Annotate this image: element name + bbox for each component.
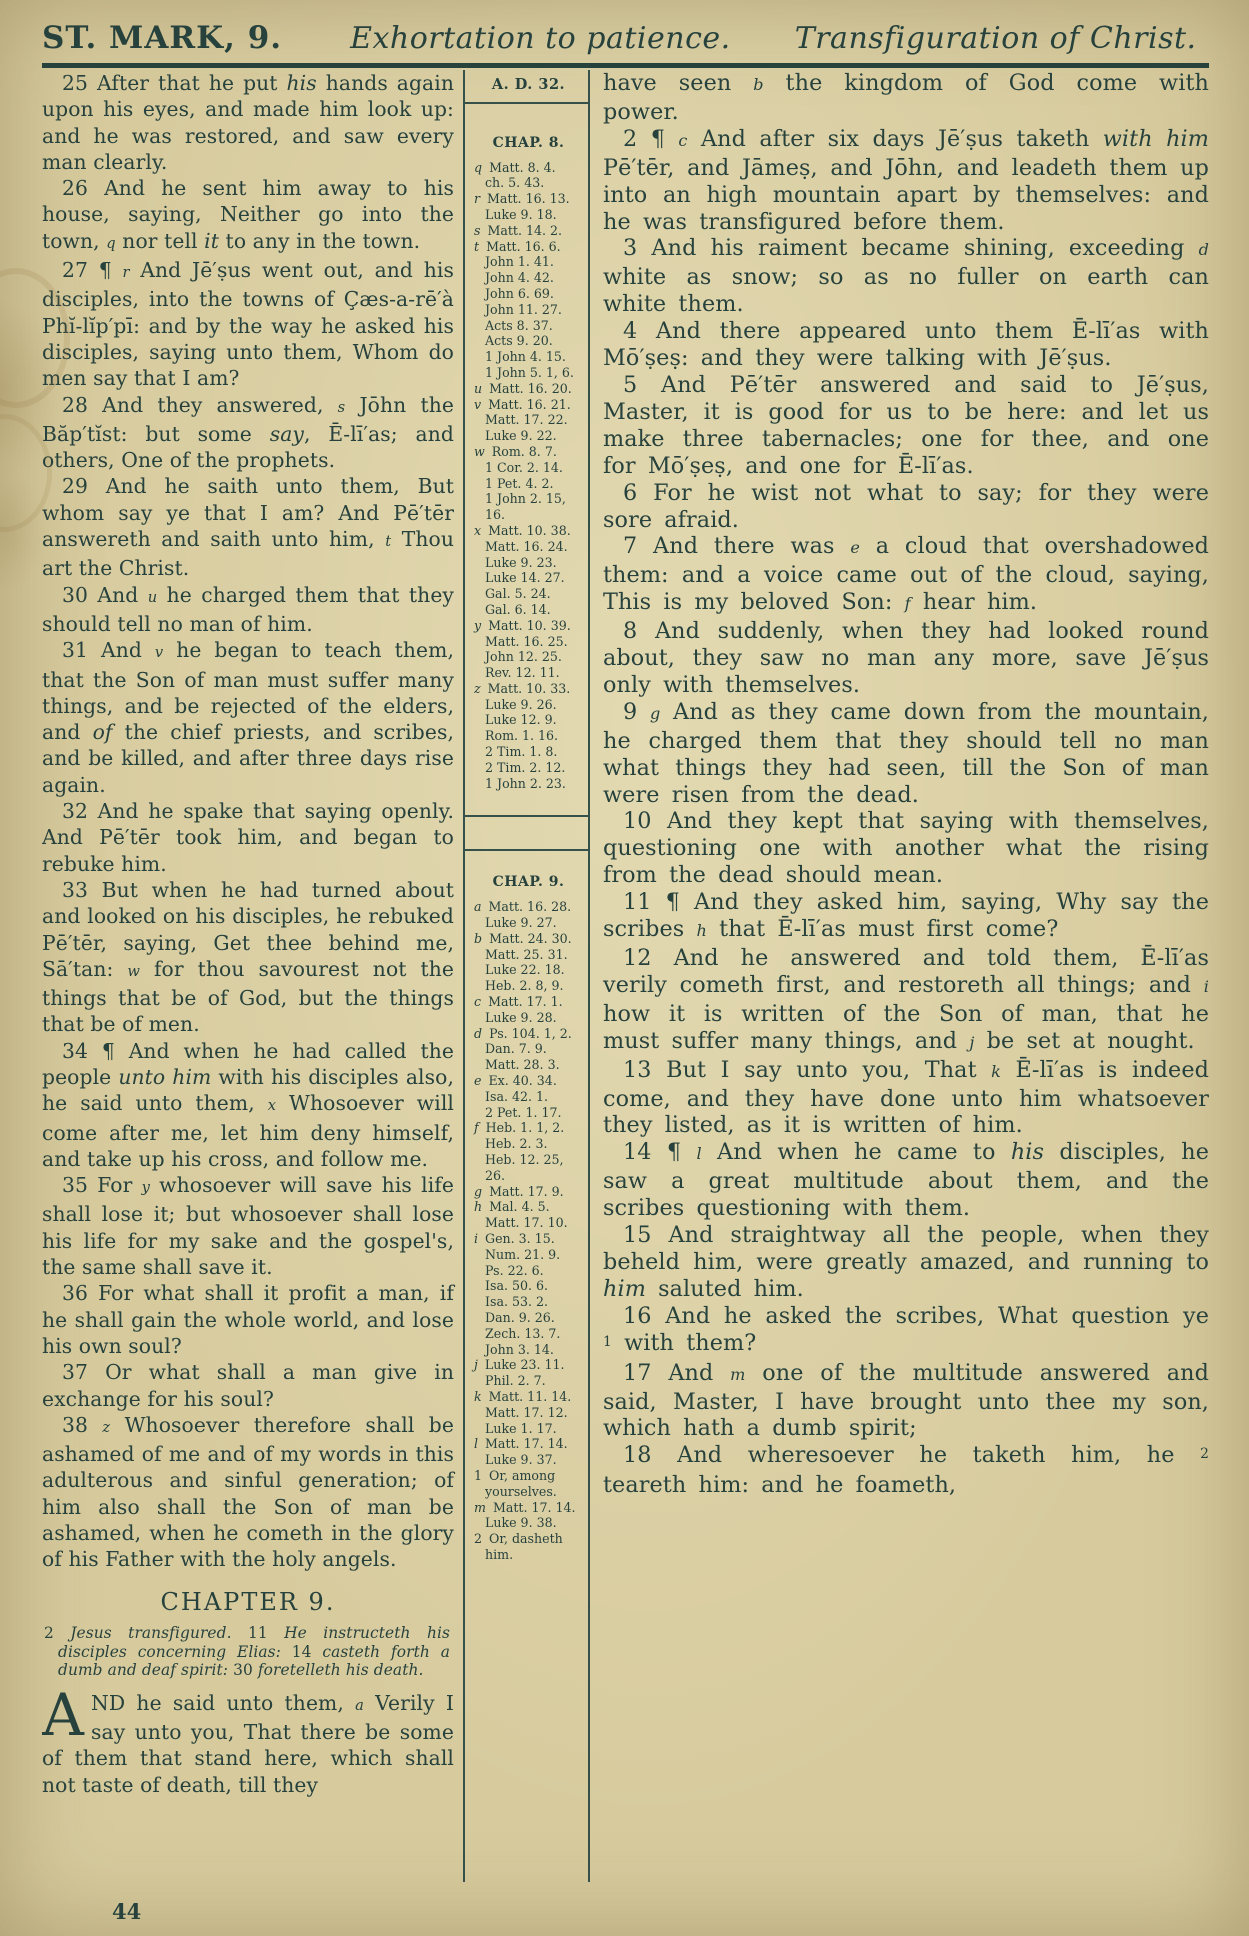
reference-line: Luke 9. 26.	[485, 696, 557, 712]
verse-paragraph: 37 Or what shall a man give in exchange for his soul?	[42, 1360, 454, 1411]
reference-line: Luke 9. 18.	[485, 206, 557, 222]
reference-line: x Matt. 10. 38.	[474, 522, 571, 538]
verse-paragraph: 18 And wheresoever he taketh him, he $^2$ teareth him: and he foameth,	[603, 1442, 1209, 1499]
reference-line: Isa. 53. 2.	[485, 1294, 548, 1310]
reference-line: Matt. 28. 3.	[485, 1057, 560, 1073]
reference-line: 1 John 2. 15, 16.	[485, 491, 566, 523]
reference-column	[463, 70, 590, 1882]
chapter-9-heading: CHAPTER 9.	[160, 1587, 336, 1616]
verse-paragraph: 6 For he wist not what to say; for they were sore afraid.	[603, 479, 1209, 533]
text-columns	[42, 70, 1209, 1882]
reference-line: 1 Or, among yourselves.	[474, 1467, 557, 1499]
section-divider-top	[465, 815, 588, 817]
verse-paragraph: 4 And there appeared unto them Ē-lī′as with Mō′ṣeṣ: and they were talking with Jē′ṣus.	[603, 318, 1209, 372]
verse-paragraph: 29 And he saith unto them, But whom say ye that I am? And Pē′tēr answereth and saith unto him, t Thou art the Christ.	[42, 474, 454, 581]
verse-paragraph: have seen b the kingdom of God come with power.	[603, 70, 1209, 125]
reference-line: 2 Tim. 2. 12.	[485, 759, 566, 775]
verse-paragraph: 15 And straightway all the people, when they beheld him, were greatly amazed, and running to him saluted him.	[603, 1222, 1209, 1302]
reference-line: 1 Cor. 2. 14.	[485, 459, 563, 475]
running-head-right: Transfiguration of Christ.	[794, 21, 1197, 56]
verse-paragraph: 14 ¶ l And when he came to his disciples, he saw a great multitude about them, and the scribes questioning with them.	[603, 1139, 1209, 1222]
reference-line: Luke 9. 38.	[485, 1515, 557, 1531]
verse-paragraph: 35 For y whosoever will save his life shall lose it; but whosoever shall lose his life for my sake and the gospel's, the same shall save it.	[42, 1173, 454, 1280]
reference-line: e Ex. 40. 34.	[474, 1073, 557, 1089]
verse-paragraph: 31 And v he began to teach them, that the Son of man must suffer many things, and be rejected of the elders, and of the chief priests, and scribes, and be killed, and after three days rise again.	[42, 638, 455, 797]
book-title: ST. MARK, 9.	[42, 20, 283, 56]
reference-line: Matt. 17. 22.	[485, 412, 568, 428]
verse-paragraph: 13 But I say unto you, That k Ē-lī′as is indeed come, and they have done unto him whatsoever they listed, as it is written of him.	[603, 1056, 1209, 1139]
ad-date: A. D. 32.	[491, 76, 566, 93]
verse-paragraph: 12 And he answered and told them, Ē-lī′as verily cometh first, and restoreth all things; and i how it is written of the Son of man, that he must suffer many things, and j be set at nought.	[603, 945, 1209, 1054]
reference-line: t Matt. 16. 6.	[474, 238, 561, 254]
reference-line: Acts 9. 20.	[485, 333, 553, 349]
verse-paragraph: 28 And they answered, s Jōhn the Băp′tĭst: but some say, Ē-lī′as; and others, One of the prophets.	[42, 392, 454, 473]
reference-line: Luke 9. 37.	[485, 1452, 557, 1468]
reference-line: John 11. 27.	[485, 301, 562, 317]
chap8-reference-list	[474, 160, 583, 792]
reference-line: a Matt. 16. 28.	[474, 899, 572, 915]
reference-line: Matt. 25. 31.	[485, 946, 568, 962]
verse-paragraph: 16 And he asked the scribes, What question ye $^1$ with them?	[603, 1302, 1209, 1356]
reference-line: 2 Pet. 1. 17.	[485, 1104, 562, 1120]
reference-line: 1 John 5. 1, 6.	[485, 364, 574, 380]
reference-line: Dan. 7. 9.	[485, 1041, 547, 1057]
reference-line: Gal. 5. 24.	[485, 586, 551, 602]
reference-line: u Matt. 16. 20.	[474, 380, 572, 396]
reference-line: Luke 9. 23.	[485, 554, 557, 570]
verse-paragraph: 3 And his raiment became shining, exceeding d white as snow; so as no fuller on earth can white them.	[603, 235, 1209, 318]
reference-line: Matt. 16. 25.	[485, 633, 568, 649]
reference-line: j Luke 23. 11.	[474, 1357, 565, 1373]
reference-line: l Matt. 17. 14.	[474, 1436, 568, 1452]
running-head-left: Exhortation to patience.	[350, 21, 731, 56]
reference-line: Luke 22. 18.	[485, 962, 565, 978]
header-rule	[42, 63, 1209, 68]
reference-line: q Matt. 8. 4.	[474, 159, 556, 175]
chap8-heading: CHAP. 8.	[492, 134, 565, 151]
right-column	[590, 70, 1209, 1882]
verse-paragraph: 33 But when he had turned about and looked on his disciples, he rebuked Pē′tēr, saying, Get thee behind me, Sā′tan: w for thou savourest not the things that be of God, but the things that be of men.	[42, 877, 454, 1037]
reference-line: Isa. 42. 1.	[485, 1088, 548, 1104]
opening-verse	[42, 1680, 455, 1798]
reference-line: r Matt. 16. 13.	[474, 191, 570, 207]
verse-paragraph: 7 And there was e a cloud that overshadowed them: and a voice came out of the cloud, saying, This is my beloved Son: f hear him.	[603, 533, 1209, 616]
reference-line: John 1. 41.	[485, 254, 554, 270]
verse-paragraph: 5 And Pē′tēr answered and said to Jē′ṣus, Master, it is good for us to be here: and let us make three tabernacles; one for thee, and one for Mō′ṣeṣ, and one for Ē-lī′as.	[603, 371, 1209, 479]
reference-line: 2 Tim. 1. 8.	[485, 744, 558, 760]
reference-line: 1 John 4. 15.	[485, 349, 566, 365]
reference-line: f Heb. 1. 1, 2.	[474, 1120, 565, 1136]
reference-line: Heb. 2. 8, 9.	[485, 978, 564, 994]
reference-line: Luke 9. 22.	[485, 428, 557, 444]
reference-line: Matt. 16. 24.	[485, 538, 568, 554]
verse-paragraph: 27 ¶ r And Jē′ṣus went out, and his disciples, into the towns of Çæs-a-rē′à Phĭ-lĭp′pī: and by the way he asked his disciples, saying unto them, Whom do men say that I am?	[42, 258, 454, 391]
reference-line: i Gen. 3. 15.	[474, 1231, 555, 1246]
reference-line: z Matt. 10. 33.	[474, 680, 571, 696]
drop-cap: A	[42, 1680, 84, 1749]
reference-line: Dan. 9. 26.	[485, 1309, 555, 1325]
reference-line: Heb. 2. 3.	[485, 1136, 548, 1152]
verse-paragraph: 34 ¶ And when he had called the people unto him with his disciples also, he said unto them, x Whosoever will come after me, let him deny himself, and take up his cross, and follow me.	[42, 1038, 454, 1171]
verse-paragraph: 2 ¶ c And after six days Jē′ṣus taketh with him Pē′tēr, and Jāmeṣ, and Jōhn, and leadeth them up into an high mountain apart by themselves: and he was transfigured before them.	[603, 125, 1209, 235]
reference-line: Matt. 17. 12.	[485, 1404, 568, 1420]
reference-line: ch. 5. 43.	[485, 175, 545, 191]
reference-line: g Matt. 17. 9.	[474, 1183, 564, 1199]
page-number: 44	[112, 1899, 142, 1924]
reference-line: Isa. 50. 6.	[485, 1278, 548, 1294]
reference-line: Luke 14. 27.	[485, 570, 565, 586]
verse-paragraph: 9 g And as they came down from the mountain, he charged them that they should tell no man what things they had seen, till the Son of man were risen from the dead.	[603, 698, 1209, 808]
left-column	[42, 70, 463, 1882]
section-divider-bottom	[465, 849, 588, 851]
reference-line: c Matt. 17. 1.	[474, 994, 563, 1010]
verse-paragraph: 32 And he spake that saying openly. And Pē′tēr took him, and began to rebuke him.	[42, 799, 454, 876]
reference-line: b Matt. 24. 30.	[474, 930, 572, 946]
reference-line: k Matt. 11. 14.	[474, 1388, 572, 1404]
reference-line: d Ps. 104. 1, 2.	[474, 1025, 572, 1041]
verse-paragraph: 17 And m one of the multitude answered and said, Master, I have brought unto thee my son, which hath a dumb spirit;	[603, 1359, 1209, 1442]
verse-paragraph: 11 ¶ And they asked him, saying, Why say the scribes h that Ē-lī′as must first come?	[603, 889, 1209, 943]
chapter-summary: 2 Jesus transfigured. 11 He instructeth his disciples concerning Elias: 14 casteth forth a dumb and deaf spirit: 30 foretelleth his death.	[44, 1623, 450, 1680]
reference-line: w Rom. 8. 7.	[474, 443, 557, 459]
verse-paragraph: 10 And they kept that saying with themselves, questioning one with another what the rising from the dead should mean.	[603, 808, 1209, 889]
reference-line: Heb. 12. 25, 26.	[485, 1152, 564, 1183]
ad-date-rule	[465, 102, 588, 104]
chap9-heading: CHAP. 9.	[492, 874, 565, 891]
reference-line: Rev. 12. 11.	[485, 665, 560, 681]
opening-verse-text: ND he said unto them, a Verily I say unto you, That there be some of them that stand here, which shall not taste of death, till they	[42, 1690, 455, 1797]
verse-paragraph: 38 z Whosoever therefore shall be ashamed of me and of my words in this adulterous and sinful generation; of him also shall the Son of man be ashamed, when he cometh in the glory of his Father with the holy angels.	[42, 1412, 454, 1572]
reference-line: Ps. 22. 6.	[485, 1262, 544, 1278]
reference-line: Luke 1. 17.	[485, 1420, 557, 1436]
verse-paragraph: 36 For what shall it profit a man, if he shall gain the whole world, and lose his own soul?	[42, 1281, 454, 1358]
reference-line: v Matt. 16. 21.	[474, 396, 571, 412]
chap9-reference-list	[474, 899, 583, 1562]
reference-line: Luke 9. 28.	[485, 1009, 557, 1025]
verse-paragraph: 8 And suddenly, when they had looked round about, they saw no man any more, save Jē′ṣus only with themselves.	[603, 618, 1209, 698]
reference-line: John 4. 42.	[485, 270, 554, 286]
reference-line: h Mal. 4. 5.	[474, 1199, 550, 1215]
left-verse-list	[42, 70, 454, 1573]
reference-line: Matt. 17. 10.	[485, 1215, 568, 1231]
reference-line: Luke 9. 27.	[485, 915, 557, 931]
reference-line: Zech. 13. 7.	[485, 1325, 561, 1341]
reference-line: 1 John 2. 23.	[485, 775, 566, 791]
reference-line: m Matt. 17. 14.	[474, 1499, 576, 1515]
reference-line: John 12. 25.	[485, 649, 562, 665]
verse-paragraph: 30 And u he charged them that they should tell no man of him.	[42, 582, 454, 636]
reference-line: Gal. 6. 14.	[485, 601, 551, 617]
verse-paragraph: 25 After that he put his hands again upon his eyes, and made him look up: and he was restored, and saw every man clearly.	[42, 71, 454, 174]
reference-line: Acts 8. 37.	[485, 317, 553, 333]
reference-line: Luke 12. 9.	[485, 712, 557, 728]
right-verse-list	[603, 70, 1209, 1499]
reference-line: Rom. 1. 16.	[485, 728, 559, 744]
reference-line: 2 Or, dasheth him.	[474, 1531, 563, 1562]
reference-line: John 6. 69.	[485, 285, 554, 301]
reference-line: John 3. 14.	[485, 1341, 554, 1357]
page-header	[42, 20, 1209, 56]
reference-line: 1 Pet. 4. 2.	[485, 475, 554, 491]
reference-line: s Matt. 14. 2.	[474, 222, 563, 238]
reference-line: y Matt. 10. 39.	[474, 617, 571, 633]
reference-line: Phil. 2. 7.	[485, 1373, 546, 1389]
verse-paragraph: 26 And he sent him away to his house, saying, Neither go into the town, q nor tell it to any in the town.	[42, 176, 454, 253]
reference-line: Num. 21. 9.	[485, 1246, 561, 1262]
